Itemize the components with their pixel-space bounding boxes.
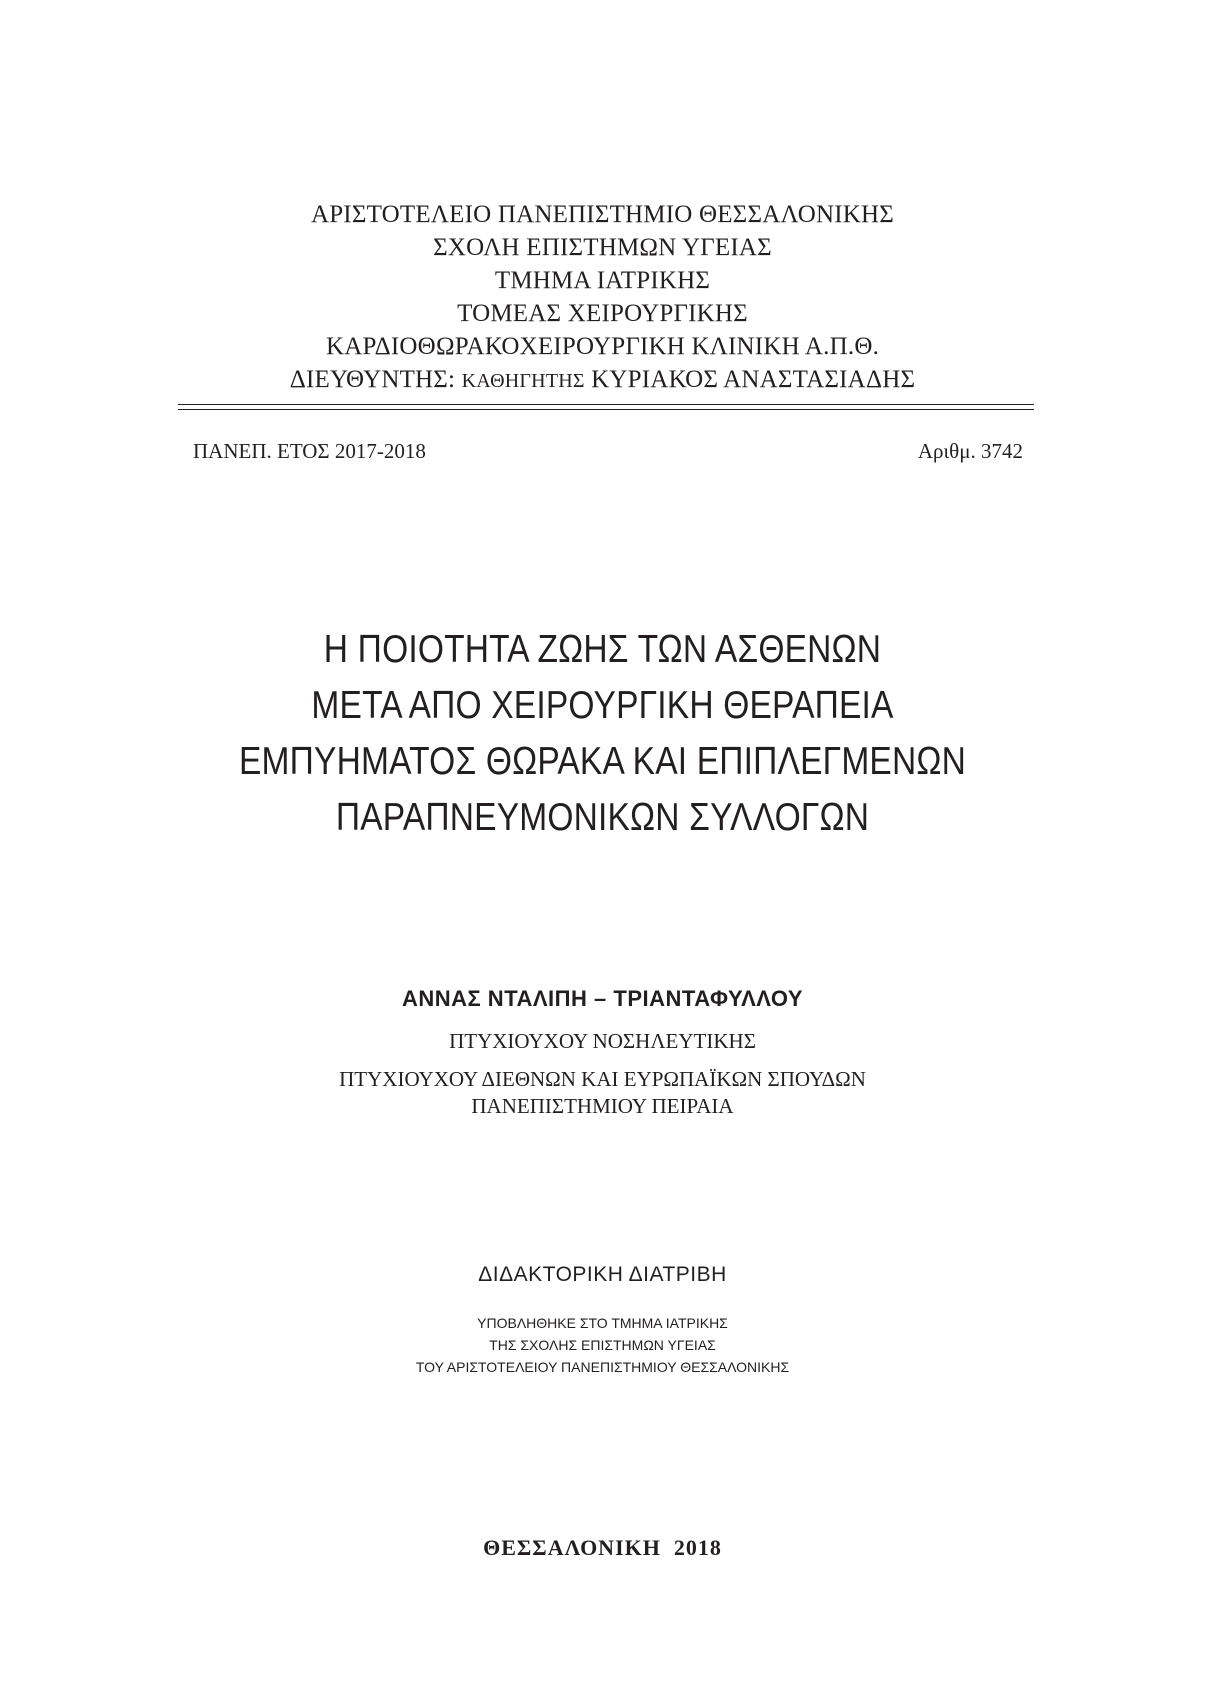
author-degree-1: ΠΤΥΧΙΟΥΧΟΥ ΝΟΣΗΛΕΥΤΙΚΗΣ bbox=[449, 1029, 756, 1053]
submitted-line-3: ΤΟΥ ΑΡΙΣΤΟΤΕΛΕΙΟΥ ΠΑΝΕΠΙΣΤΗΜΙΟΥ ΘΕΣΣΑΛΟΝΙΚΗΣ bbox=[415, 1359, 790, 1375]
author-name: ΑΝΝΑΣ ΝΤΑΛΙΠΗ – ΤΡΙΑΝΤΑΦΥΛΛΟΥ bbox=[401, 986, 804, 1011]
title-line-1: Η ΠΟΙΟΤΗΤΑ ΖΩΗΣ ΤΩΝ ΑΣΘΕΝΩΝ bbox=[323, 628, 882, 671]
author-degree-2-line-2: ΠΑΝΕΠΙΣΤΗΜΙΟΥ ΠΕΙΡΑΙΑ bbox=[471, 1094, 734, 1118]
submitted-line-2: ΤΗΣ ΣΧΟΛΗΣ ΕΠΙΣΤΗΜΩΝ ΥΓΕΙΑΣ bbox=[489, 1337, 716, 1353]
director-title: ΚΑΘΗΓΗΤΗΣ bbox=[461, 370, 585, 392]
place-year: ΘΕΣΣΑΛΟΝΙΚΗ 2018 bbox=[483, 1535, 722, 1560]
title-line-4: ΠΑΡΑΠΝΕΥΜΟΝΙΚΩΝ ΣΥΛΛΟΓΩΝ bbox=[335, 796, 870, 839]
sector-name: ΤΟΜΕΑΣ ΧΕΙΡΟΥΡΓΙΚΗΣ bbox=[457, 300, 748, 327]
director-role: ΔΙΕΥΘΥΝΤΗΣ: bbox=[289, 366, 456, 393]
university-name: ΑΡΙΣΤΟΤΕΛΕΙΟ ΠΑΝΕΠΙΣΤΗΜΙΟ ΘΕΣΣΑΛΟΝΙΚΗΣ bbox=[310, 201, 895, 228]
thesis-number: Αριθμ. 3742 bbox=[917, 439, 1023, 463]
header-rule-bottom bbox=[178, 409, 1034, 410]
author-degree-2-line-1: ΠΤΥΧΙΟΥΧΟΥ ΔΙΕΘΝΩΝ ΚΑΙ ΕΥΡΩΠΑΪΚΩΝ ΣΠΟΥΔΩΝ bbox=[339, 1067, 866, 1091]
thesis-type: ΔΙΔΑΚΤΟΡΙΚΗ ΔΙΑΤΡΙΒΗ bbox=[478, 1263, 727, 1286]
academic-year: ΠΑΝΕΠ. ΕΤΟΣ 2017-2018 bbox=[193, 439, 426, 463]
header-rule-top bbox=[178, 404, 1034, 405]
school-name: ΣΧΟΛΗ ΕΠΙΣΤΗΜΩΝ ΥΓΕΙΑΣ bbox=[433, 234, 772, 261]
director-name: ΚΥΡΙΑΚΟΣ ΑΝΑΣΤΑΣΙΑΔΗΣ bbox=[591, 366, 916, 393]
clinic-name: ΚΑΡΔΙΟΘΩΡΑΚΟΧΕΙΡΟΥΡΓΙΚΗ ΚΛΙΝΙΚΗ Α.Π.Θ. bbox=[325, 333, 880, 360]
department-name: ΤΜΗΜΑ ΙΑΤΡΙΚΗΣ bbox=[494, 267, 711, 294]
title-line-3: ΕΜΠΥΗΜΑΤΟΣ ΘΩΡΑΚΑ ΚΑΙ ΕΠΙΠΛΕΓΜΕΝΩΝ bbox=[238, 740, 967, 783]
submitted-line-1: ΥΠΟΒΛΗΘΗΚΕ ΣΤΟ ΤΜΗΜΑ ΙΑΤΡΙΚΗΣ bbox=[477, 1315, 728, 1331]
title-line-2: ΜΕΤΑ ΑΠΟ ΧΕΙΡΟΥΡΓΙΚΗ ΘΕΡΑΠΕΙΑ bbox=[311, 684, 894, 727]
director-line bbox=[0, 363, 1205, 398]
